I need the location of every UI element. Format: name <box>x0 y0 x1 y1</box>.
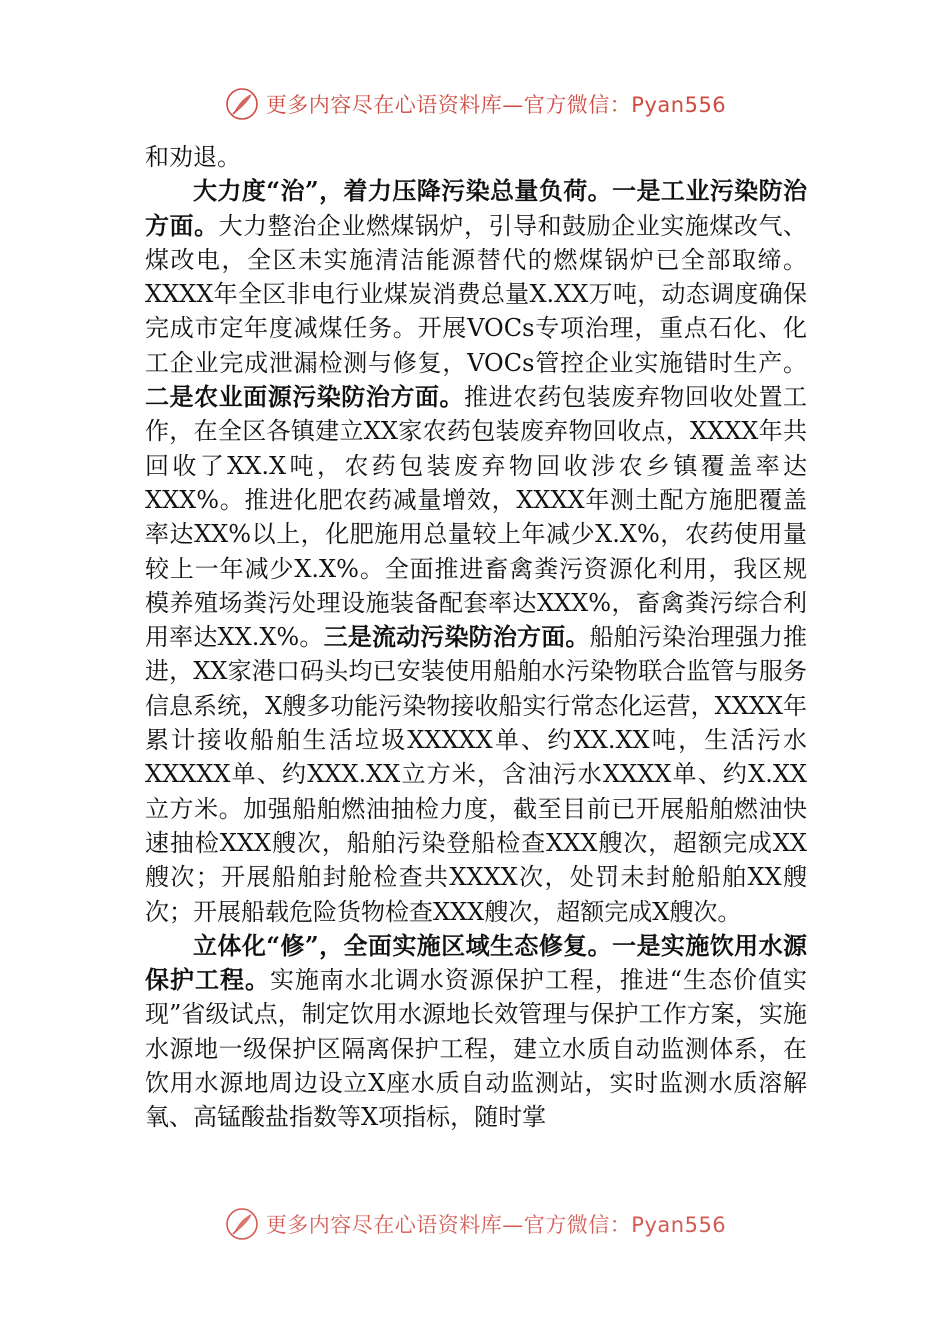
bold-heading-run: 三是流动污染防治方面。 <box>323 622 590 652</box>
paragraph <box>145 174 807 929</box>
text-run: 推进农药包装废弃物回收处置工作，在全区各镇建立XX家农药包装废弃物回收点，XXXX年共回收了XX.X吨，农药包装废弃物回收涉农乡镇覆盖率达XXX%。推进化肥农药减量增效，XXXX年测土配方施肥覆盖率达XX%以上，化肥施用总量较上年减少X.X%，农药使用量较上一年减少X.X%。全面推进畜禽粪污资源化利用，我区规模养殖场粪污处理设施装备配套率达XXX%，畜禽粪污综合利用率达XX.X%。 <box>145 383 807 652</box>
watermark-text: 更多内容尽在心语资料库—官方微信：Pyan556 <box>265 1213 727 1237</box>
bold-heading-run: 大力度“治”，着力压降污染总量负荷。一是工业污染防治方面。 <box>145 176 807 240</box>
paragraph <box>145 140 807 174</box>
watermark-footer <box>0 1204 950 1244</box>
text-run: 实施南水北调水资源保护工程，推进“生态价值实现”省级试点，制定饮用水源地长效管理与保护工作方案，实施水源地一级保护区隔离保护工程，建立水质自动监测体系，在饮用水源地周边设立X座水质自动监测站，实时监测水质溶解氧、高锰酸盐指数等X项指标，随时掌 <box>145 966 807 1132</box>
bold-heading-run: 立体化“修”，全面实施区域生态修复。一是实施饮用水源保护工程。 <box>145 930 807 995</box>
feather-pen-logo-icon <box>224 86 260 122</box>
text-run: 大力整治企业燃煤锅炉，引导和鼓励企业实施煤改气、煤改电，全区未实施清洁能源替代的燃煤锅炉已全部取缔。XXXX年全区非电行业煤炭消费总量X.XX万吨，动态调度确保完成市定年度减煤任务。开展VOCs专项治理，重点石化、化工企业完成泄漏检测与修复，VOCs管控企业实施错时生产。 <box>145 211 808 377</box>
bold-heading-run: 二是农业面源污染防治方面。 <box>145 382 464 412</box>
watermark-header <box>0 84 950 124</box>
watermark-text: 更多内容尽在心语资料库—官方微信：Pyan556 <box>265 93 727 117</box>
paragraph <box>145 929 807 1135</box>
document-body <box>145 140 807 1135</box>
feather-pen-logo-icon <box>224 1206 260 1242</box>
text-run: 和劝退。 <box>145 143 241 171</box>
text-run: 船舶污染治理强力推进，XX家港口码头均已安装使用船舶水污染物联合监管与服务信息系统，X艘多功能污染物接收船实行常态化运营，XXXX年累计接收船舶生活垃圾XXXXX单、约XX.XX吨，生活污水XXXXX单、约XXX.XX立方米，含油污水XXXX单、约X.XX立方米。加强船舶燃油抽检力度，截至目前已开展船舶燃油快速抽检XXX艘次，船舶污染登船检查XXX艘次，超额完成XX艘次；开展船舶封舱检查共XXXX次，处罚未封舱船舶XX艘次；开展船载危险货物检查XXX艘次，超额完成X艘次。 <box>145 623 807 926</box>
